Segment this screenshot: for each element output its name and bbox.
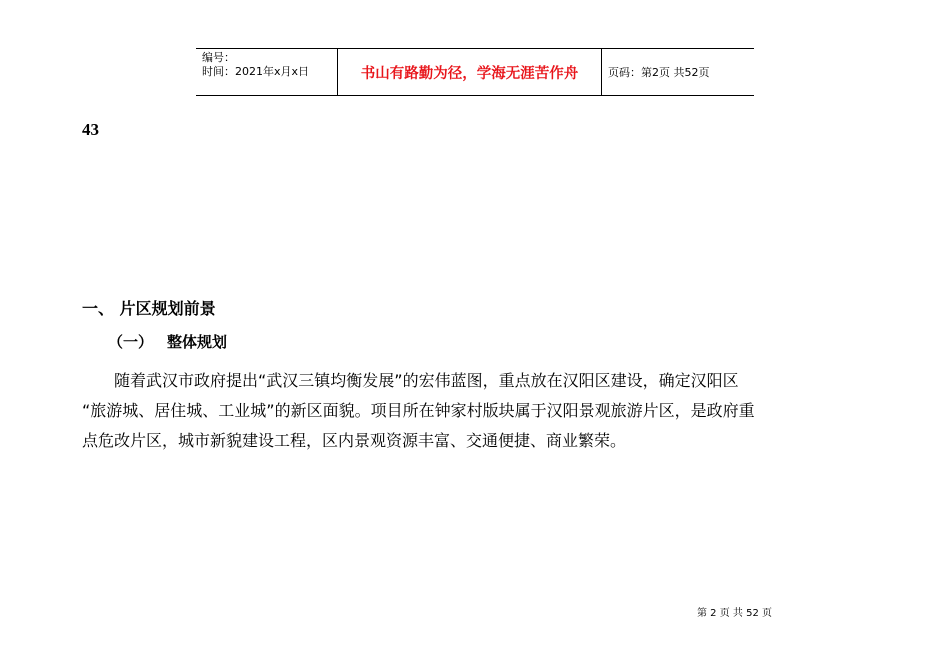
time-label: 时间：2021年x月x日 xyxy=(202,65,310,78)
paragraph-line: 点危改片区，城市新貌建设工程，区内景观资源丰富、交通便捷、商业繁荣。 xyxy=(82,431,627,450)
header-meta-cell xyxy=(196,49,338,95)
paragraph-line: “旅游城、居住城、工业城”的新区面貌。项目所在钟家村版块属于汉阳景观旅游片区，是政府重 xyxy=(82,401,755,420)
page-header xyxy=(196,48,754,96)
number-label: 编号： xyxy=(202,51,235,64)
header-motto: 书山有路勤为径，学海无涯苦作舟 xyxy=(338,49,602,95)
header-page-info: 页码：第2页 共52页 xyxy=(608,66,710,79)
subsection-title: 整体规划 xyxy=(167,333,228,351)
page-footer: 第 2 页 共 52 页 xyxy=(697,608,772,619)
body-paragraph xyxy=(82,366,870,456)
subsection-number: （一） xyxy=(108,333,154,351)
section-heading: 一、 片区规划前景 xyxy=(82,299,216,318)
paragraph-line: 随着武汉市政府提出“武汉三镇均衡发展”的宏伟蓝图，重点放在汉阳区建设，确定汉阳区 xyxy=(82,371,739,390)
page-number-text: 43 xyxy=(82,120,99,139)
subsection-heading xyxy=(108,331,227,352)
